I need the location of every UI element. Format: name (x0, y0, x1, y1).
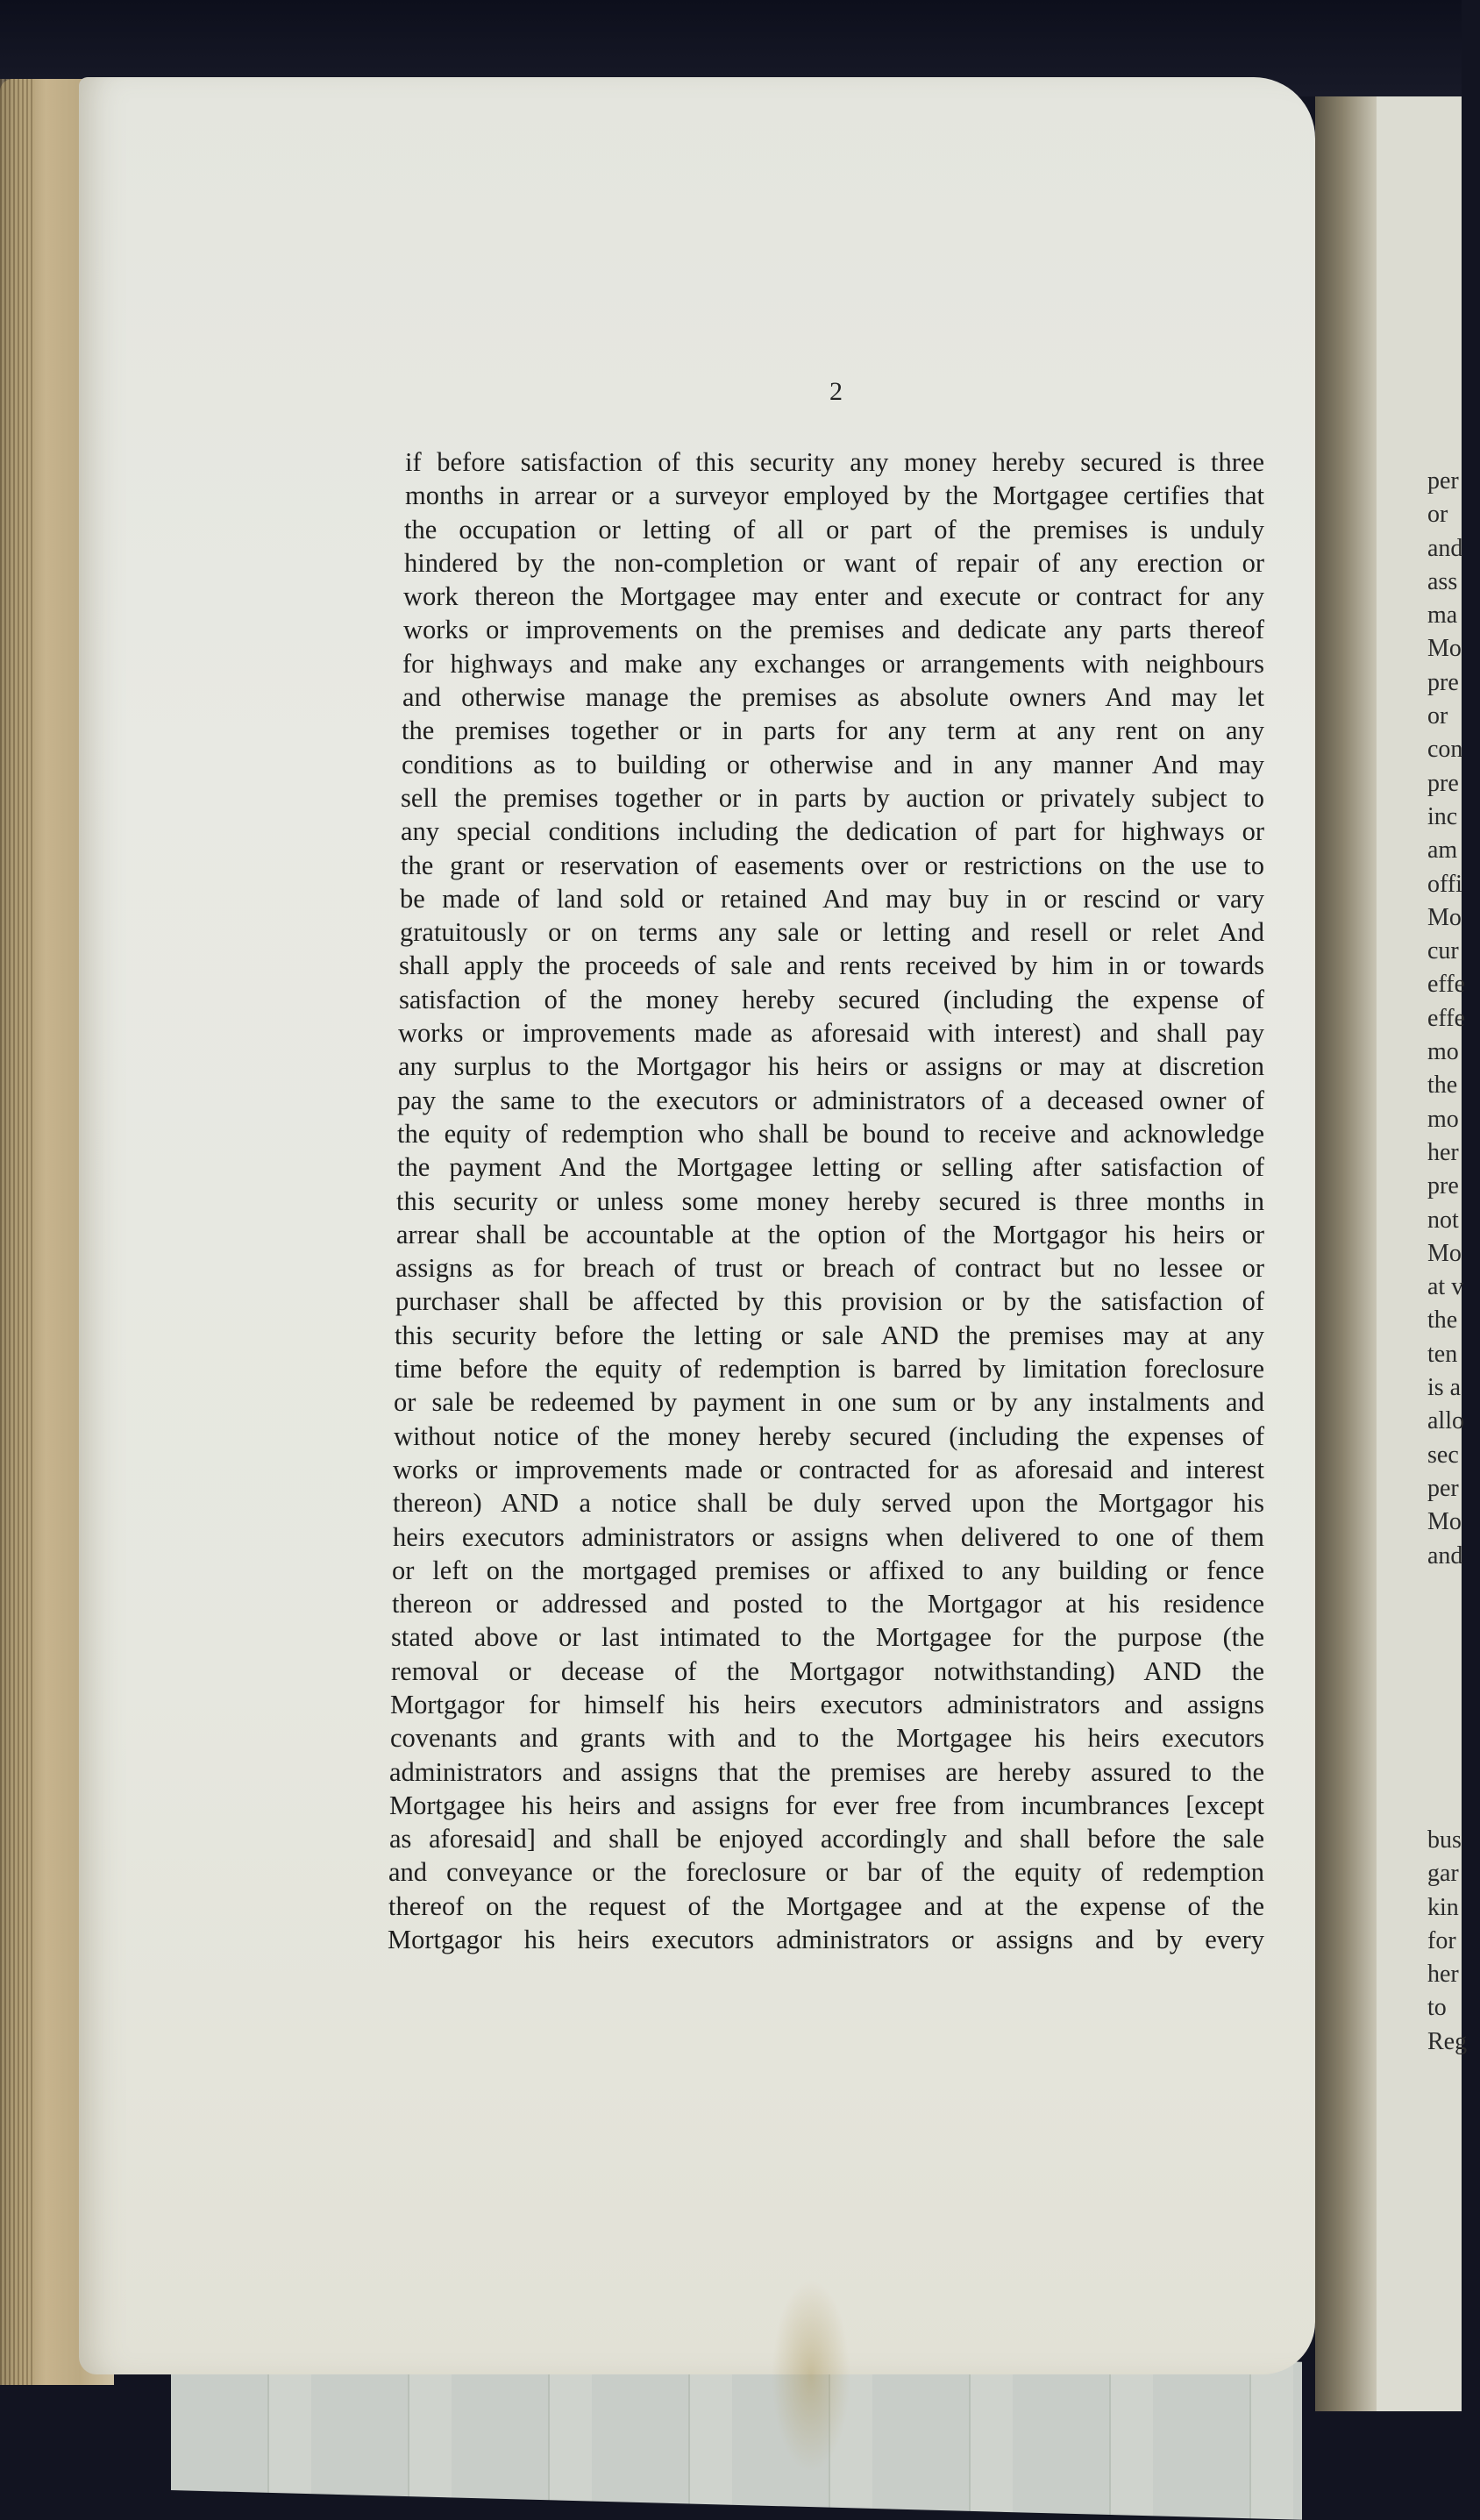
text-line: gratuitously or on terms any sale or letting and resell or relet And (400, 917, 1264, 948)
text-line: pay the same to the executors or administrators of a deceased owner of (397, 1085, 1264, 1115)
text-line: the payment And the Mortgagee letting or selling after satisfaction of (397, 1152, 1264, 1183)
facing-text-fragment: to (1427, 1994, 1447, 2022)
facing-text-fragment: pre (1427, 769, 1459, 797)
facing-text-fragment: Mo (1427, 635, 1462, 663)
text-line: Mortgagor for himself his heirs executors administrators and assigns (390, 1689, 1264, 1719)
facing-text-fragment: Mo (1427, 1239, 1462, 1267)
facing-text-fragment: her (1427, 1138, 1459, 1166)
facing-text-fragment: pre (1427, 1172, 1459, 1200)
page-number: 2 (829, 377, 843, 406)
text-line: thereof on the request of the Mortgagee and at the expense of the (388, 1890, 1264, 1921)
text-line: stated above or last intimated to the Mortgagee for the purpose (the (391, 1622, 1264, 1653)
page-stain (772, 2280, 850, 2473)
facing-text-fragment: ten (1427, 1340, 1458, 1368)
text-line: works or improvements made as aforesaid with interest) and shall pay (398, 1018, 1264, 1049)
facing-text-fragment: or (1427, 702, 1448, 730)
facing-text-fragment: gar (1427, 1860, 1459, 1888)
facing-text-fragment: Reg (1427, 2027, 1468, 2055)
facing-text-fragment: mo (1427, 1038, 1459, 1066)
text-line: sell the premises together or in parts by auction or privately subject to (401, 782, 1264, 813)
text-line: Mortgagor his heirs executors administrators or assigns and by every (388, 1925, 1264, 1955)
text-line: covenants and grants with and to the Mortgagee his heirs executors (390, 1723, 1264, 1754)
facing-text-fragment: at v (1427, 1273, 1464, 1301)
text-line: and conveyance or the foreclosure or bar of the equity of redemption (388, 1857, 1264, 1888)
facing-text-fragment: Mo (1427, 903, 1462, 931)
text-line: the occupation or letting of all or part of the premises is unduly (404, 514, 1264, 545)
text-line: for highways and make any exchanges or arrangements with neighbours (402, 648, 1264, 679)
facing-text-fragment: ma (1427, 602, 1458, 630)
text-line: or sale be redeemed by payment in one sum or by any instalments and (394, 1387, 1264, 1418)
book-gutter-shadow (1315, 96, 1377, 2411)
text-line: this security or unless some money hereby secured is three months in (396, 1185, 1264, 1216)
facing-text-fragment: and (1427, 534, 1463, 562)
facing-text-fragment: and (1427, 1541, 1463, 1570)
facing-text-fragment: effe (1427, 971, 1465, 999)
text-line: or left on the mortgaged premises or affixed to any building or fence (392, 1555, 1264, 1585)
facing-text-fragment: is a (1427, 1374, 1462, 1402)
facing-text-fragment: for (1427, 1926, 1456, 1954)
text-line: this security before the letting or sale AND the premises may at any (395, 1320, 1264, 1350)
text-line: works or improvements made or contracted for as aforesaid and interest (393, 1454, 1264, 1484)
text-line: months in arrear or a surveyor employed by the Mortgagee certifies that (405, 481, 1264, 511)
text-line: satisfaction of the money hereby secured (including the expense of (399, 984, 1264, 1014)
facing-text-fragment: or (1427, 501, 1448, 529)
text-line: removal or decease of the Mortgagor notwithstanding) AND the (391, 1655, 1264, 1686)
text-line: administrators and assigns that the premises are hereby assured to the (389, 1756, 1264, 1787)
facing-text-fragment: pre (1427, 668, 1459, 696)
text-line: purchaser shall be affected by this provision or by the satisfaction of (395, 1286, 1264, 1317)
facing-text-fragment: offi (1427, 870, 1462, 898)
text-line: thereon) AND a notice shall be duly served upon the Mortgagor his (393, 1488, 1264, 1519)
facing-text-fragment: ass (1427, 567, 1458, 595)
text-line: if before satisfaction of this security any money hereby secured is three (405, 447, 1264, 477)
facing-text-fragment: the (1427, 1071, 1458, 1100)
page-edge-lines (0, 79, 35, 2385)
text-line: without notice of the money hereby secured (including the expenses of (394, 1420, 1264, 1451)
text-line: assigns as for breach of trust or breach of contract but no lessee or (395, 1253, 1264, 1284)
text-line: works or improvements on the premises and dedicate any parts thereof (403, 615, 1264, 645)
facing-text-fragment: not (1427, 1206, 1459, 1234)
facing-text-fragment: per (1427, 1474, 1459, 1502)
text-line: any surplus to the Mortgagor his heirs or assigns or may at discretion (398, 1051, 1264, 1082)
text-line: time before the equity of redemption is barred by limitation foreclosure (395, 1354, 1264, 1385)
text-line: and otherwise manage the premises as absolute owners And may let (402, 682, 1264, 713)
text-line: heirs executors administrators or assigns when delivered to one of them (393, 1521, 1264, 1552)
text-line: arrear shall be accountable at the option of the Mortgagor his heirs or (396, 1219, 1264, 1249)
facing-text-fragment: effe (1427, 1004, 1465, 1032)
text-line: as aforesaid] and shall be enjoyed accordingly and shall before the sale (389, 1824, 1264, 1854)
facing-text-fragment: her (1427, 1961, 1459, 1989)
text-line: hindered by the non-completion or want of repair of any erection or (404, 547, 1264, 578)
text-line: Mortgagee his heirs and assigns for ever free from incumbrances [except (389, 1790, 1264, 1820)
text-line: conditions as to building or otherwise and in any manner And may (402, 749, 1264, 779)
facing-page-text-upper (1427, 465, 1480, 1573)
facing-text-fragment: allo (1427, 1407, 1464, 1435)
facing-text-fragment: cur (1427, 937, 1459, 965)
facing-text-fragment: per (1427, 467, 1459, 495)
facing-text-fragment: inc (1427, 802, 1458, 830)
facing-text-fragment: am (1427, 836, 1458, 865)
text-line: the grant or reservation of easements over or restrictions on the use to (401, 850, 1264, 880)
text-line: the equity of redemption who shall be bound to receive and acknowledge (397, 1118, 1264, 1149)
text-line: thereon or addressed and posted to the Mortgagor at his residence (392, 1589, 1264, 1619)
facing-text-fragment: con (1427, 736, 1463, 764)
facing-text-fragment: kin (1427, 1893, 1459, 1921)
facing-page-text-lower (1427, 1824, 1480, 2059)
facing-text-fragment: sec (1427, 1441, 1459, 1469)
text-line: shall apply the proceeds of sale and rents received by him in or towards (399, 950, 1264, 981)
text-line: the premises together or in parts for any term at any rent on any (402, 715, 1264, 746)
facing-text-fragment: the (1427, 1306, 1458, 1335)
document-body (388, 445, 1264, 1956)
text-line: be made of land sold or retained And may buy in or rescind or vary (400, 883, 1264, 914)
text-line: work thereon the Mortgagee may enter and execute or contract for any (403, 581, 1264, 612)
facing-text-fragment: mo (1427, 1105, 1459, 1133)
text-line: any special conditions including the dedication of part for highways or (401, 816, 1264, 847)
facing-text-fragment: Mo (1427, 1508, 1462, 1536)
facing-text-fragment: bus (1427, 1826, 1462, 1854)
